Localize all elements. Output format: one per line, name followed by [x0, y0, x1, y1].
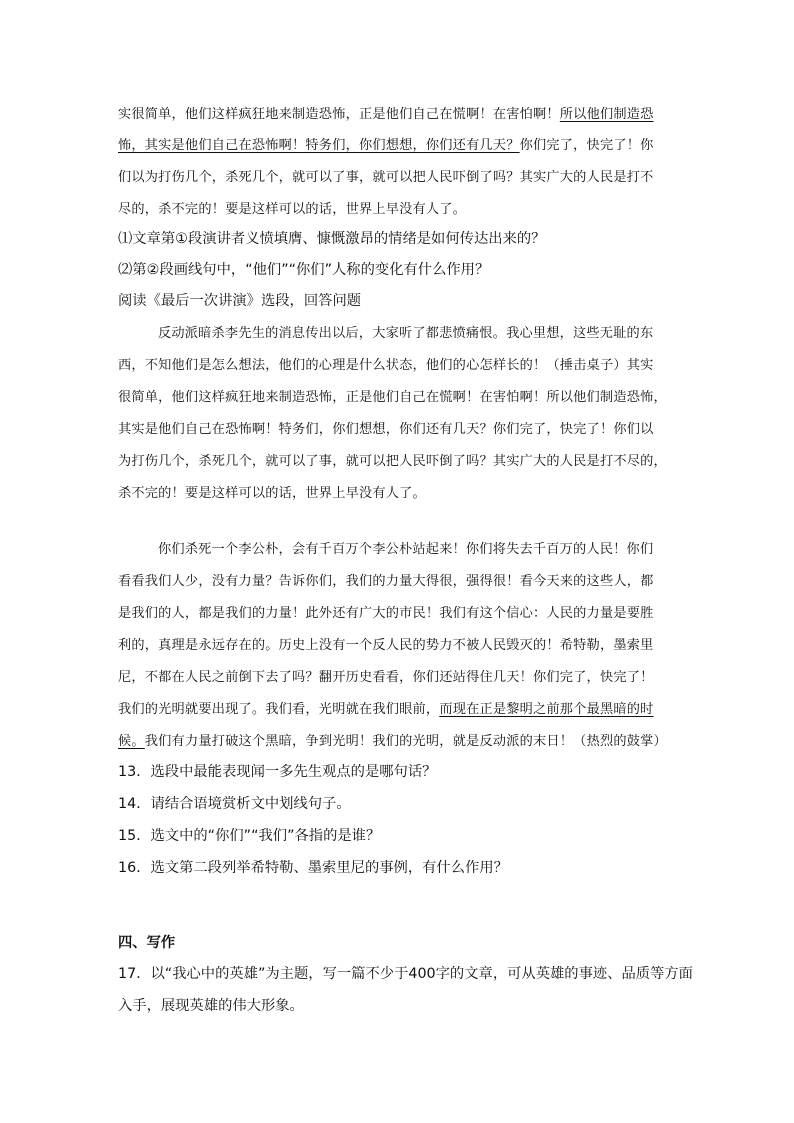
writing-prompt-line1: 17．以“我心中的英雄”为主题，写一篇不少于400字的文章，可从英雄的事迹、品质等方面 [118, 966, 693, 982]
passage2-p1-line2: 西，不知他们是怎么想法，他们的心理是什么状态，他们的心怎样长的！（捶击桌子）其实 [118, 358, 654, 373]
passage2-p2-line2: 看看我们人少，没有力量？告诉你们，我们的力量大得很，强得很！看今天来的这些人，都 [118, 574, 654, 589]
passage1-line3: 们以为打伤几个，杀死几个，就可以了事，就可以把人民吓倒了吗？其实广大的人民是打不 [118, 170, 654, 185]
question-2: ⑵第②段画线句中，“他们”“你们”人称的变化有什么作用？ [118, 262, 490, 278]
passage2-p1-line4: 其实是他们自己在恐怖啊！特务们，你们想想，你们还有几天？你们完了，快完了！你们以 [118, 422, 654, 437]
passage2-p1-line5: 为打伤几个，杀死几个，就可以了事，就可以把人民吓倒了吗？其实广大的人民是打不尽的， [118, 454, 667, 469]
passage2-p1-line1: 反动派暗杀李先生的消息传出以后，大家听了都悲愤痛恨。我心里想，这些无耻的东 [158, 326, 654, 341]
question-13: 13．选段中最能表现闻一多先生观点的是哪句话？ [118, 764, 437, 780]
passage2-p2-line1: 你们杀死一个李公朴，会有千百万个李公朴站起来！你们将失去千百万的人民！你们 [158, 542, 654, 557]
passage-text: 我们的光明就要出现了。我们看，光明就在我们眼前， [118, 702, 440, 717]
underlined-text: 怖，其实是他们自己在恐怖啊！特务们，你们想想，你们还有几天？ [118, 138, 520, 153]
passage-text: 你们完了，快完了！你 [519, 138, 654, 153]
underlined-text: 候。 [118, 734, 145, 749]
question-14: 14．请结合语境赏析文中划线句子。 [118, 796, 351, 812]
passage2-p1-line6: 杀不完的！要是这样可以的话，世界上早没有人了。 [118, 486, 426, 501]
passage1-line2 [118, 134, 678, 153]
writing-prompt-line2: 入手，展现英雄的伟大形象。 [118, 998, 304, 1014]
passage2-p1-line3: 很简单，他们这样疯狂地来制造恐怖，正是他们自己在慌啊！在害怕啊！所以他们制造恐怖， [118, 390, 667, 405]
question-15: 15．选文中的“你们”“我们”各指的是谁？ [118, 828, 381, 844]
section-title-writing: 四、写作 [118, 935, 176, 951]
passage1-line4: 尽的，杀不完的！要是这样可以的话，世界上早没有人了。 [118, 202, 467, 217]
underlined-text: 而现在正是黎明之前那个最黑暗的时 [439, 702, 654, 717]
passage2-p2-line6 [118, 698, 678, 717]
passage2-p2-line7 [118, 730, 678, 749]
passage-text: 我们有力量打破这个黑暗，争到光明！我们的光明，就是反动派的末日！（热烈的鼓掌） [144, 734, 667, 749]
passage-text: 实很简单，他们这样疯狂地来制造恐怖，正是他们自己在慌啊！在害怕啊！ [118, 107, 560, 122]
question-16: 16．选文第二段列举希特勒、墨索里尼的事例，有什么作用？ [118, 860, 508, 876]
question-1: ⑴文章第①段演讲者义愤填膺、慷慨激昂的情绪是如何传达出来的？ [118, 231, 546, 247]
passage2-p2-line5: 尼，不都在人民之前倒下去了吗？翻开历史看看，你们还站得住几天！你们完了，快完了！ [118, 670, 654, 685]
underlined-text: 所以他们制造恐 [559, 107, 654, 122]
passage1-line1 [118, 103, 678, 122]
passage2-p2-line3: 是我们的人，都是我们的力量！此外还有广大的市民！我们有这个信心：人民的力量是要胜 [118, 606, 654, 621]
reading-instruction: 阅读《最后一次讲演》选段，回答问题 [118, 293, 362, 309]
passage2-p2-line4: 利的，真理是永远存在的。历史上没有一个反人民的势力不被人民毁灭的！希特勒，墨索里 [118, 638, 654, 653]
